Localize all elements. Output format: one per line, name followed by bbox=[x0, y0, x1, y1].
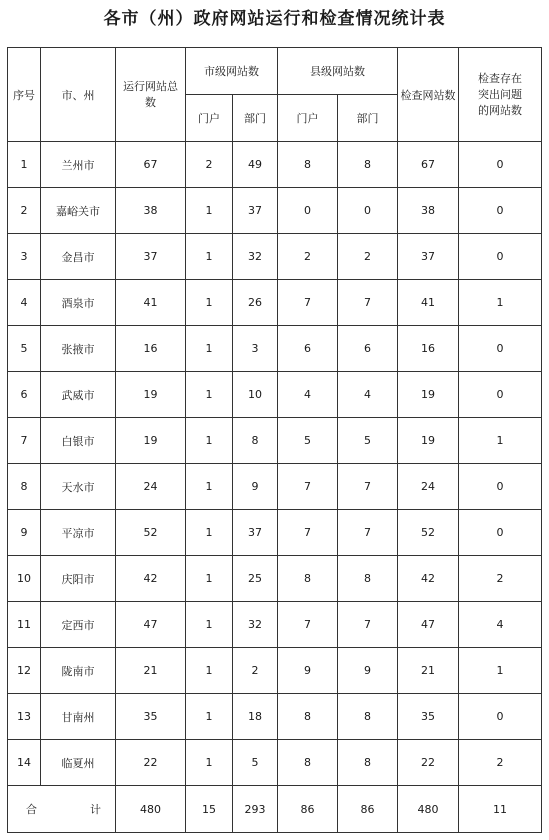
cell-seq: 9 bbox=[8, 510, 41, 556]
cell-city: 甘南州 bbox=[41, 694, 116, 740]
cell-total: 22 bbox=[116, 740, 186, 786]
header-county-dept: 部门 bbox=[338, 95, 398, 142]
cell-total: 42 bbox=[116, 556, 186, 602]
cell-seq: 14 bbox=[8, 740, 41, 786]
cell-city-dept: 37 bbox=[233, 188, 278, 234]
cell-county-portal: 8 bbox=[278, 142, 338, 188]
cell-county-dept: 7 bbox=[338, 602, 398, 648]
cell-total: 37 bbox=[116, 234, 186, 280]
cell-problem: 1 bbox=[459, 280, 542, 326]
total-label-ji: 计 bbox=[90, 803, 101, 816]
cell-city-portal: 1 bbox=[186, 602, 233, 648]
header-county-portal: 门户 bbox=[278, 95, 338, 142]
table-row bbox=[8, 740, 542, 786]
table-row bbox=[8, 142, 542, 188]
cell-checked: 19 bbox=[398, 418, 459, 464]
header-city-level: 市级网站数 bbox=[186, 48, 278, 95]
cell-seq: 11 bbox=[8, 602, 41, 648]
header-problem bbox=[459, 48, 542, 142]
total-row bbox=[8, 786, 542, 833]
header-total-running-line1: 运行网站总 bbox=[123, 79, 178, 93]
header-city-portal: 门户 bbox=[186, 95, 233, 142]
cell-county-dept: 5 bbox=[338, 418, 398, 464]
total-city-portal: 15 bbox=[186, 786, 233, 833]
cell-city: 平凉市 bbox=[41, 510, 116, 556]
cell-problem: 0 bbox=[459, 510, 542, 556]
cell-county-dept: 7 bbox=[338, 510, 398, 556]
cell-county-dept: 4 bbox=[338, 372, 398, 418]
cell-city-dept: 37 bbox=[233, 510, 278, 556]
header-city: 市、州 bbox=[41, 48, 116, 142]
page-title: 各市（州）政府网站运行和检查情况统计表 bbox=[103, 9, 446, 29]
cell-problem: 0 bbox=[459, 188, 542, 234]
table-row bbox=[8, 464, 542, 510]
cell-seq: 4 bbox=[8, 280, 41, 326]
header-seq: 序号 bbox=[8, 48, 41, 142]
cell-checked: 52 bbox=[398, 510, 459, 556]
cell-checked: 47 bbox=[398, 602, 459, 648]
cell-seq: 5 bbox=[8, 326, 41, 372]
cell-city-portal: 1 bbox=[186, 418, 233, 464]
cell-city: 定西市 bbox=[41, 602, 116, 648]
cell-city: 兰州市 bbox=[41, 142, 116, 188]
table-row bbox=[8, 326, 542, 372]
cell-county-portal: 9 bbox=[278, 648, 338, 694]
cell-checked: 42 bbox=[398, 556, 459, 602]
cell-county-dept: 7 bbox=[338, 280, 398, 326]
cell-county-portal: 5 bbox=[278, 418, 338, 464]
total-county-dept: 86 bbox=[338, 786, 398, 833]
cell-problem: 4 bbox=[459, 602, 542, 648]
cell-city: 嘉峪关市 bbox=[41, 188, 116, 234]
cell-city-portal: 1 bbox=[186, 372, 233, 418]
cell-county-dept: 8 bbox=[338, 694, 398, 740]
cell-city: 酒泉市 bbox=[41, 280, 116, 326]
total-running: 480 bbox=[116, 786, 186, 833]
cell-county-dept: 7 bbox=[338, 464, 398, 510]
cell-problem: 1 bbox=[459, 418, 542, 464]
cell-seq: 2 bbox=[8, 188, 41, 234]
cell-county-portal: 7 bbox=[278, 464, 338, 510]
cell-city-dept: 32 bbox=[233, 602, 278, 648]
cell-seq: 13 bbox=[8, 694, 41, 740]
cell-checked: 16 bbox=[398, 326, 459, 372]
cell-county-portal: 4 bbox=[278, 372, 338, 418]
cell-checked: 35 bbox=[398, 694, 459, 740]
cell-county-dept: 9 bbox=[338, 648, 398, 694]
cell-city: 金昌市 bbox=[41, 234, 116, 280]
cell-checked: 24 bbox=[398, 464, 459, 510]
cell-county-dept: 2 bbox=[338, 234, 398, 280]
cell-checked: 21 bbox=[398, 648, 459, 694]
cell-problem: 0 bbox=[459, 694, 542, 740]
cell-county-portal: 7 bbox=[278, 280, 338, 326]
table-row bbox=[8, 234, 542, 280]
cell-total: 41 bbox=[116, 280, 186, 326]
cell-checked: 67 bbox=[398, 142, 459, 188]
cell-total: 19 bbox=[116, 372, 186, 418]
cell-city-portal: 1 bbox=[186, 280, 233, 326]
cell-county-dept: 8 bbox=[338, 556, 398, 602]
total-county-portal: 86 bbox=[278, 786, 338, 833]
cell-county-portal: 2 bbox=[278, 234, 338, 280]
cell-total: 21 bbox=[116, 648, 186, 694]
header-problem-line1: 检查存在 bbox=[478, 71, 522, 85]
cell-city-portal: 1 bbox=[186, 188, 233, 234]
header-county-level: 县级网站数 bbox=[278, 48, 398, 95]
cell-checked: 37 bbox=[398, 234, 459, 280]
table-row bbox=[8, 648, 542, 694]
table-row bbox=[8, 510, 542, 556]
cell-city: 临夏州 bbox=[41, 740, 116, 786]
cell-city-dept: 26 bbox=[233, 280, 278, 326]
cell-problem: 0 bbox=[459, 234, 542, 280]
cell-city-dept: 10 bbox=[233, 372, 278, 418]
cell-city-portal: 1 bbox=[186, 694, 233, 740]
table-row bbox=[8, 188, 542, 234]
table-row bbox=[8, 372, 542, 418]
cell-seq: 1 bbox=[8, 142, 41, 188]
cell-seq: 12 bbox=[8, 648, 41, 694]
cell-problem: 0 bbox=[459, 372, 542, 418]
cell-seq: 3 bbox=[8, 234, 41, 280]
cell-total: 47 bbox=[116, 602, 186, 648]
cell-county-dept: 0 bbox=[338, 188, 398, 234]
cell-seq: 10 bbox=[8, 556, 41, 602]
cell-county-portal: 8 bbox=[278, 740, 338, 786]
cell-city-portal: 2 bbox=[186, 142, 233, 188]
cell-city-portal: 1 bbox=[186, 326, 233, 372]
total-label bbox=[8, 786, 116, 833]
cell-checked: 19 bbox=[398, 372, 459, 418]
table-row bbox=[8, 694, 542, 740]
cell-seq: 6 bbox=[8, 372, 41, 418]
header-city-dept: 部门 bbox=[233, 95, 278, 142]
table-row bbox=[8, 280, 542, 326]
header-checked: 检查网站数 bbox=[398, 48, 459, 142]
cell-county-portal: 6 bbox=[278, 326, 338, 372]
table-row bbox=[8, 556, 542, 602]
cell-city-dept: 18 bbox=[233, 694, 278, 740]
cell-total: 52 bbox=[116, 510, 186, 556]
cell-county-portal: 0 bbox=[278, 188, 338, 234]
cell-city-dept: 32 bbox=[233, 234, 278, 280]
cell-problem: 0 bbox=[459, 142, 542, 188]
stats-table bbox=[7, 47, 542, 833]
total-city-dept: 293 bbox=[233, 786, 278, 833]
cell-problem: 2 bbox=[459, 740, 542, 786]
cell-problem: 0 bbox=[459, 326, 542, 372]
cell-county-dept: 8 bbox=[338, 142, 398, 188]
header-total-running-line2: 数 bbox=[145, 95, 156, 109]
cell-county-dept: 8 bbox=[338, 740, 398, 786]
cell-city-portal: 1 bbox=[186, 234, 233, 280]
cell-city: 陇南市 bbox=[41, 648, 116, 694]
cell-total: 19 bbox=[116, 418, 186, 464]
cell-total: 35 bbox=[116, 694, 186, 740]
header-problem-line3: 的网站数 bbox=[478, 103, 522, 117]
cell-city-dept: 8 bbox=[233, 418, 278, 464]
cell-county-portal: 8 bbox=[278, 694, 338, 740]
cell-total: 16 bbox=[116, 326, 186, 372]
header-problem-line2: 突出问题 bbox=[478, 87, 522, 101]
cell-seq: 7 bbox=[8, 418, 41, 464]
cell-city-dept: 49 bbox=[233, 142, 278, 188]
cell-city-dept: 5 bbox=[233, 740, 278, 786]
cell-city: 白银市 bbox=[41, 418, 116, 464]
cell-problem: 2 bbox=[459, 556, 542, 602]
cell-city-dept: 3 bbox=[233, 326, 278, 372]
cell-checked: 38 bbox=[398, 188, 459, 234]
total-problem: 11 bbox=[459, 786, 542, 833]
cell-checked: 41 bbox=[398, 280, 459, 326]
table-row bbox=[8, 418, 542, 464]
cell-city-dept: 25 bbox=[233, 556, 278, 602]
cell-city-portal: 1 bbox=[186, 510, 233, 556]
cell-city: 张掖市 bbox=[41, 326, 116, 372]
cell-county-dept: 6 bbox=[338, 326, 398, 372]
cell-city: 庆阳市 bbox=[41, 556, 116, 602]
table-row bbox=[8, 602, 542, 648]
cell-city-portal: 1 bbox=[186, 464, 233, 510]
cell-city-portal: 1 bbox=[186, 556, 233, 602]
cell-city: 武威市 bbox=[41, 372, 116, 418]
cell-total: 38 bbox=[116, 188, 186, 234]
cell-city-dept: 2 bbox=[233, 648, 278, 694]
total-checked: 480 bbox=[398, 786, 459, 833]
cell-city-portal: 1 bbox=[186, 648, 233, 694]
cell-total: 67 bbox=[116, 142, 186, 188]
cell-county-portal: 8 bbox=[278, 556, 338, 602]
cell-city-dept: 9 bbox=[233, 464, 278, 510]
cell-county-portal: 7 bbox=[278, 602, 338, 648]
cell-city: 天水市 bbox=[41, 464, 116, 510]
total-label-he: 合 bbox=[26, 803, 37, 816]
cell-checked: 22 bbox=[398, 740, 459, 786]
header-total-running bbox=[116, 48, 186, 142]
cell-city-portal: 1 bbox=[186, 740, 233, 786]
cell-county-portal: 7 bbox=[278, 510, 338, 556]
cell-problem: 0 bbox=[459, 464, 542, 510]
cell-seq: 8 bbox=[8, 464, 41, 510]
cell-total: 24 bbox=[116, 464, 186, 510]
cell-problem: 1 bbox=[459, 648, 542, 694]
